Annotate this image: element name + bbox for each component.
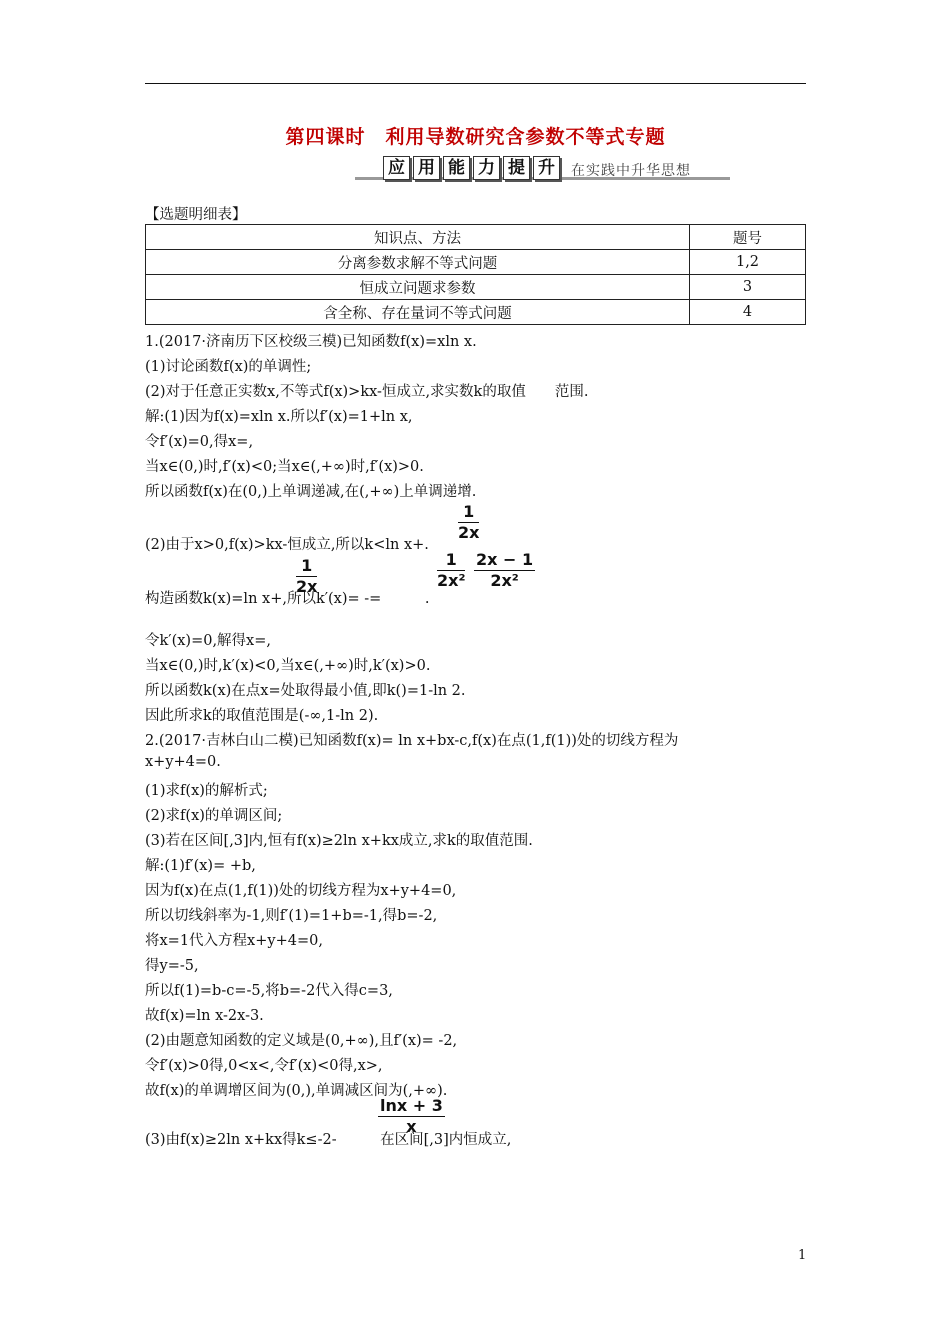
- text-line: 当x∈(0,)时,f′(x)<0;当x∈(,+∞)时,f′(x)>0.: [145, 459, 424, 475]
- text-line: (3)由f(x)≥2ln x+kx得k≤-2- 在区间[,3]内恒成立,: [145, 1132, 512, 1148]
- table-cell: 含全称、存在量词不等式问题: [146, 300, 690, 325]
- page-number: 1: [798, 1248, 807, 1263]
- table-cell: 1,2: [690, 250, 806, 275]
- text-line: 令k′(x)=0,解得x=,: [145, 633, 271, 649]
- fraction: [296, 556, 317, 597]
- text-line: 所以f(1)=b-c=-5,将b=-2代入得c=3,: [145, 983, 393, 999]
- text-line: 1.(2017·济南历下区校级三模)已知函数f(x)=xln x.: [145, 334, 477, 350]
- text-line: 故f(x)的单调增区间为(0,),单调减区间为(,+∞).: [145, 1083, 448, 1099]
- banner-badge: 力: [473, 156, 500, 180]
- text-line: (1)求f(x)的解析式;: [145, 783, 268, 799]
- section-label: 【选题明细表】: [145, 207, 247, 223]
- banner-badge: 应: [383, 156, 410, 180]
- text-line: 令f′(x)=0,得x=,: [145, 434, 254, 450]
- fraction: [378, 1096, 445, 1137]
- text-line: 所以函数k(x)在点x=处取得最小值,即k()=1-ln 2.: [145, 683, 466, 699]
- table-header-cell: 知识点、方法: [146, 225, 690, 250]
- topic-table: [145, 224, 806, 325]
- fraction: [437, 550, 465, 591]
- banner-badges: [383, 156, 560, 180]
- fraction-numerator: 1: [296, 556, 317, 577]
- fraction-numerator: 2x − 1: [476, 550, 534, 569]
- fraction: [474, 550, 535, 591]
- fraction-denominator: 2x²: [490, 571, 519, 590]
- text-line: 所以切线斜率为-1,则f′(1)=1+b=-1,得b=-2,: [145, 908, 438, 924]
- header-rule: [145, 83, 806, 84]
- banner-badge: 能: [443, 156, 470, 180]
- fraction-numerator: lnx + 3: [380, 1096, 443, 1115]
- text-line: 因此所求k的取值范围是(-∞,1-ln 2).: [145, 708, 379, 724]
- text-line: 所以函数f(x)在(0,)上单调递减,在(,+∞)上单调递增.: [145, 484, 477, 500]
- banner-badge: 升: [533, 156, 560, 180]
- text-line: 令f′(x)>0得,0<x<,令f′(x)<0得,x>,: [145, 1058, 383, 1074]
- text-line: 将x=1代入方程x+y+4=0,: [145, 933, 323, 949]
- table-cell: 3: [690, 275, 806, 300]
- fraction-denominator: 2x: [458, 523, 480, 542]
- text-line: (3)若在区间[,3]内,恒有f(x)≥2ln x+kx成立,求k的取值范围.: [145, 833, 533, 849]
- text-line: (2)由题意知函数的定义域是(0,+∞),且f′(x)= -2,: [145, 1033, 458, 1049]
- text-line: 构造函数k(x)=ln x+,所以k′(x)= -= .: [145, 591, 430, 607]
- text-line: 得y=-5,: [145, 958, 199, 974]
- fraction-numerator: 1: [458, 502, 479, 523]
- text-line: 解:(1)因为f(x)=xln x.所以f′(x)=1+ln x,: [145, 409, 413, 425]
- text-line: 当x∈(0,)时,k′(x)<0,当x∈(,+∞)时,k′(x)>0.: [145, 658, 431, 674]
- fraction-numerator: 1: [437, 550, 465, 571]
- banner-badge: 用: [413, 156, 440, 180]
- table-cell: 分离参数求解不等式问题: [146, 250, 690, 275]
- table-header-row: [146, 225, 806, 250]
- text-line: (2)求f(x)的单调区间;: [145, 808, 283, 824]
- text-line: (2)由于x>0,f(x)>kx-恒成立,所以k<ln x+.: [145, 537, 429, 553]
- table-cell: 恒成立问题求参数: [146, 275, 690, 300]
- table-row: [146, 250, 806, 275]
- page-title: 第四课时 利用导数研究含参数不等式专题: [285, 126, 666, 148]
- text-line: 因为f(x)在点(1,f(1))处的切线方程为x+y+4=0,: [145, 883, 457, 899]
- banner-badge: 提: [503, 156, 530, 180]
- fraction-denominator: x: [406, 1117, 417, 1136]
- fraction: [458, 502, 479, 543]
- table-row: [146, 300, 806, 325]
- text-line: 故f(x)=ln x-2x-3.: [145, 1008, 264, 1024]
- table-row: [146, 275, 806, 300]
- fraction-denominator: 2x²: [437, 571, 466, 590]
- table-cell: 4: [690, 300, 806, 325]
- table-header-cell: 题号: [690, 225, 806, 250]
- text-line: (2)对于任意正实数x,不等式f(x)>kx-恒成立,求实数k的取值 范围.: [145, 384, 589, 400]
- text-line: (1)讨论函数f(x)的单调性;: [145, 359, 312, 375]
- text-line: 解:(1)f′(x)= +b,: [145, 858, 256, 874]
- text-line: x+y+4=0.: [145, 754, 221, 770]
- text-line: 2.(2017·吉林白山二模)已知函数f(x)= ln x+bx-c,f(x)在点(1,f(1))处的切线方程为: [145, 733, 679, 749]
- fraction-denominator: 2x: [296, 577, 318, 596]
- banner-slogan: 在实践中升华思想: [571, 163, 691, 179]
